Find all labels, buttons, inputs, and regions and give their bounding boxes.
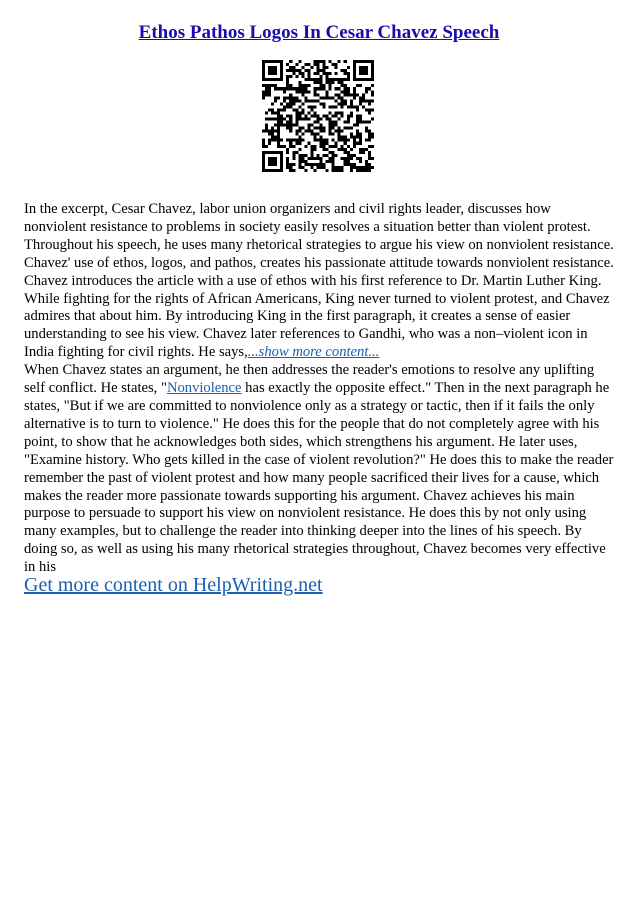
get-more-content-link[interactable]: Get more content on HelpWriting.net: [24, 574, 323, 596]
nonviolence-link[interactable]: Nonviolence: [166, 380, 242, 397]
paragraph-2: [24, 362, 616, 577]
page-title[interactable]: Ethos Pathos Logos In Cesar Chavez Speech: [138, 22, 500, 43]
paragraph-2-text-b: has exactly the opposite effect." Then in the next paragraph he states, "But if we are committed to nonviolence only as a strategy or tactic, then if it fails the only alternative is to turn to violence." He does this for the people that do not completely agree with his point, to show that he acknowledges both sides, which strengthens his argument. He later uses, "Examine history. Who gets killed in the case of violent revolution?" He does this to make the reader remember the past of violent protest and how many people sacrificed their lives for a cause, which makes the reader more passionate towards supporting his argument. Chavez achieves his main purpose to persuade to support his view on nonviolent resistance. He does this by not only using many examples, but to challenge the reader into thinking deeper into the lines of his speech. By doing so, as well as using his many rhetorical strategies throughout, Chavez becomes very effective in his: [24, 380, 614, 576]
article-body: [24, 201, 616, 577]
paragraph-1-text: In the excerpt, Cesar Chavez, labor union organizers and civil rights leader, discusses how nonviolent resistance to problems in society easily resolves a situation better than violent protest. Throughout his speech, he uses many rhetorical strategies to argue his view on nonviolent resistance. Chavez' use of ethos, logos, and pathos, creates his passionate attitude towards nonviolent resistance. Chavez introduces the article with a use of ethos with his first reference to Dr. Martin Luther King. While fighting for the rights of African Americans, King never turned to violent protest, and Chavez admires that about him. By introducing King in the first paragraph, it creates a sense of easier understanding to see his view. Chavez later references to Gandhi, who was a non–violent icon in India fighting for civil rights. He says,: [24, 201, 614, 361]
qr-code-icon: [262, 60, 374, 172]
show-more-link[interactable]: ...show more content...: [247, 344, 380, 361]
paragraph-2-text-a: When Chavez states an argument, he then addresses the reader's emotions to resolve any uplifting self conflict. He states, ": [24, 362, 595, 397]
paragraph-1: [24, 201, 616, 362]
